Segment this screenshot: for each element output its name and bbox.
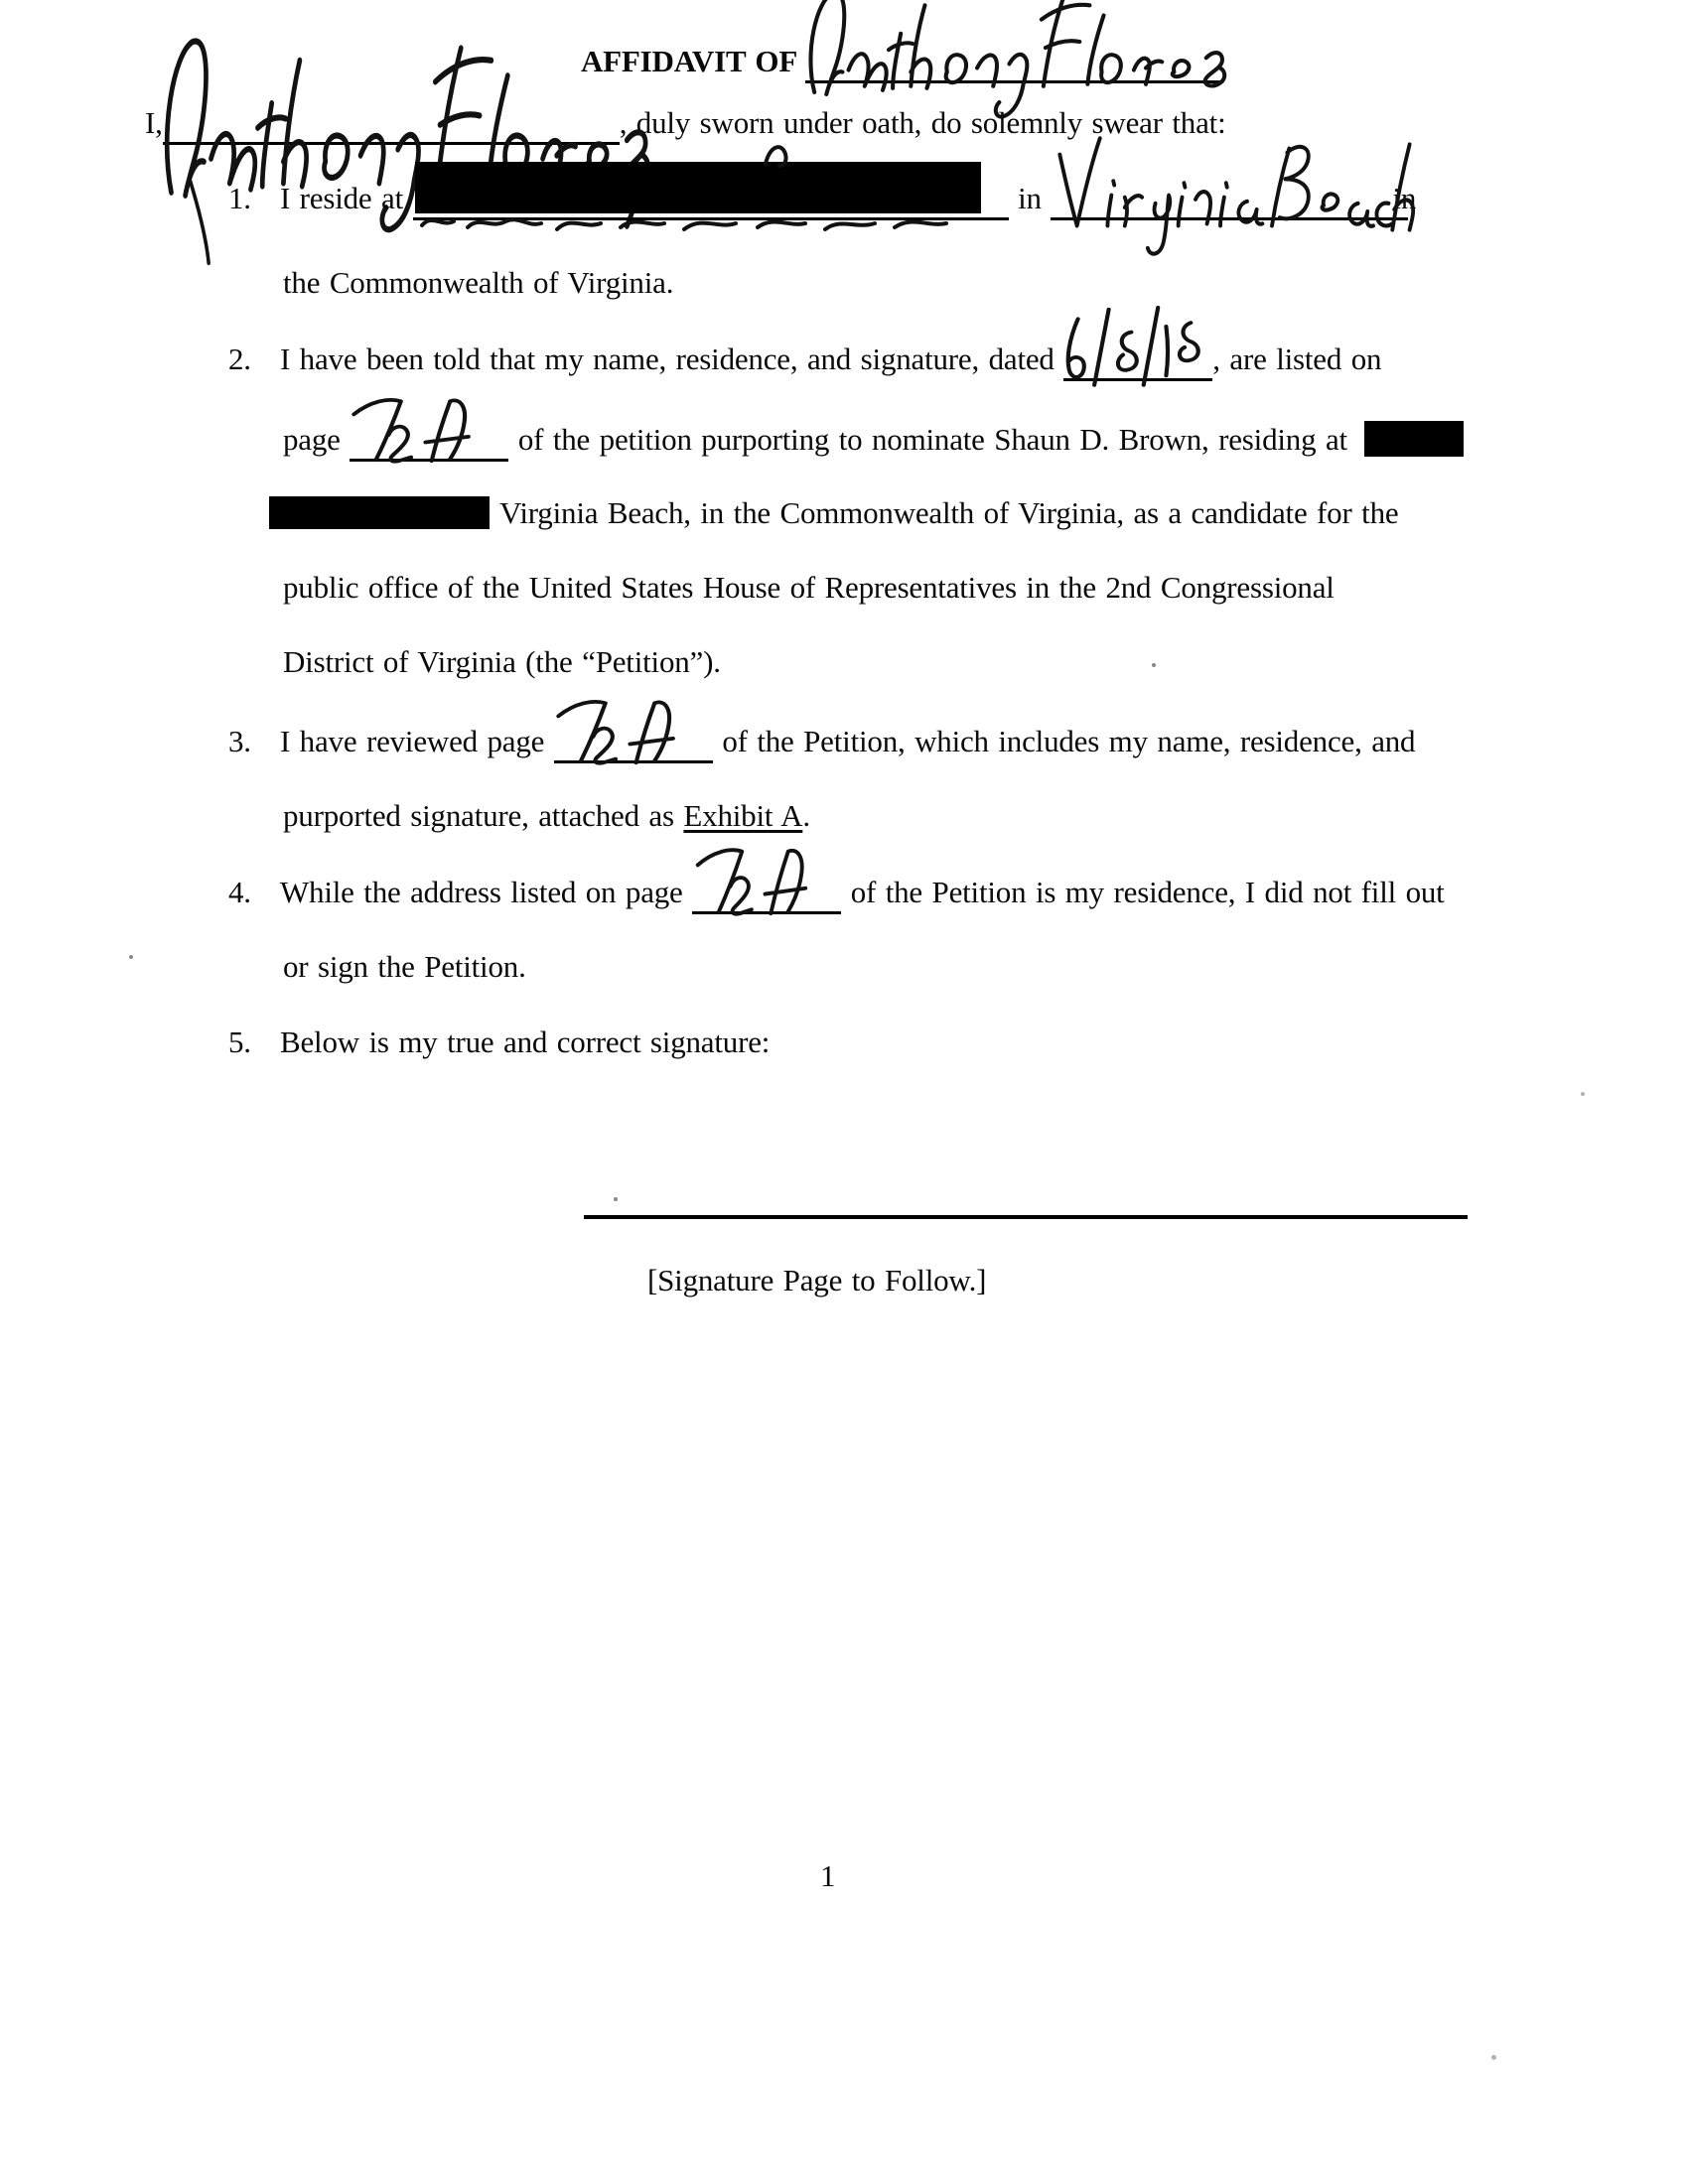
signature-page-note: [Signature Page to Follow.] — [647, 1263, 987, 1297]
item-3-line-2 — [283, 798, 810, 834]
scan-speck — [129, 955, 133, 959]
exhibit-a-reference: Exhibit A — [683, 798, 803, 833]
residence-address-blank — [413, 184, 1009, 220]
intro-post: , duly sworn under oath, do solemnly swear that: — [619, 105, 1226, 140]
title-name-blank — [805, 47, 1222, 83]
item-2-number: 2. — [228, 341, 251, 376]
item-4-number: 4. — [228, 875, 251, 909]
item-4-line-2: or sign the Petition. — [283, 949, 526, 984]
page-blank-1 — [350, 425, 508, 462]
item-2-line-5: District of Virginia (the “Petition”). — [283, 644, 721, 679]
item-1-number: 1. — [228, 181, 251, 215]
handwritten-city — [1043, 124, 1425, 251]
page-blank-2 — [554, 727, 713, 763]
item-1-text-c: in — [1392, 181, 1417, 215]
handwritten-page-number-2 — [548, 692, 712, 766]
item-2-line-4: public office of the United States House of Representatives in the 2nd Congressional — [283, 570, 1335, 605]
item-1-line-1 — [228, 181, 1416, 220]
scan-speck — [1581, 1092, 1585, 1096]
scan-speck — [614, 1197, 618, 1201]
item-3-line-1 — [228, 724, 1415, 763]
handwritten-page-number-1 — [344, 390, 507, 465]
redaction-bar-brown-address-2 — [269, 496, 490, 529]
item-3-line1-b: of the Petition, which includes my name, residence, and — [722, 724, 1416, 758]
intro-pre: I, — [145, 105, 163, 140]
item-2-line3-text: Virginia Beach, in the Commonwealth of Virginia, as a candidate for the — [499, 495, 1399, 530]
item-1-line-2: the Commonwealth of Virginia. — [283, 265, 674, 300]
item-2-line2-a: page — [283, 422, 341, 457]
item-2-line2-b: of the petition purporting to nominate Shaun D. Brown, residing at — [517, 422, 1347, 457]
handwritten-page-number-3 — [688, 840, 842, 917]
item-5-number: 5. — [228, 1024, 251, 1059]
item-4-line-1 — [228, 875, 1445, 914]
city-blank — [1051, 184, 1408, 220]
signature-line — [584, 1215, 1468, 1219]
item-4-line1-a: While the address listed on page — [280, 875, 683, 909]
date-blank — [1063, 344, 1212, 381]
item-3-line2-a: purported signature, attached as — [283, 798, 674, 833]
item-1-text-a: I reside at — [280, 181, 404, 215]
page-blank-3 — [692, 878, 841, 914]
item-2-line-1 — [228, 341, 1381, 381]
title-prefix: AFFIDAVIT OF — [581, 44, 796, 78]
redaction-bar-brown-address-1 — [1364, 421, 1464, 457]
handwritten-name-title — [800, 0, 1227, 98]
item-3-line1-a: I have reviewed page — [280, 724, 545, 758]
item-2-line-2 — [283, 421, 1464, 462]
page-number: 1 — [820, 1858, 836, 1893]
item-3-line2-b: . — [802, 798, 810, 833]
item-3-number: 3. — [228, 724, 251, 758]
handwriting-peeking-scribble — [408, 136, 1044, 235]
document-title — [581, 44, 1222, 83]
item-2-line1-b: , are listed on — [1212, 341, 1382, 376]
item-2-line-3 — [269, 495, 1398, 531]
scan-speck — [1152, 663, 1156, 667]
scan-speck — [1491, 2055, 1496, 2060]
item-2-line1-a: I have been told that my name, residence, and signature, dated — [280, 341, 1055, 376]
item-1-text-b: in — [1018, 181, 1042, 215]
item-5-text: Below is my true and correct signature: — [280, 1024, 771, 1059]
handwritten-date — [1059, 306, 1213, 400]
item-4-line1-b: of the Petition is my residence, I did not fill out — [850, 875, 1445, 909]
item-5-line-1 — [228, 1024, 770, 1060]
